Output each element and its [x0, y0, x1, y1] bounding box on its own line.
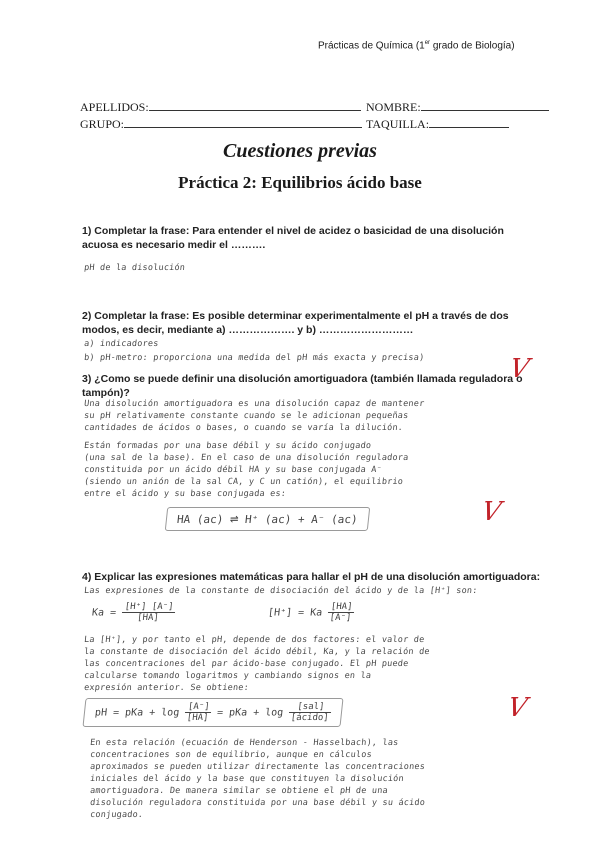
grupo-line[interactable] [124, 117, 362, 128]
answer-4-final-7: conjugado. [89, 810, 144, 820]
course-prefix: Prácticas de Química (1 [318, 40, 425, 52]
answer-1: pH de la disolución [83, 263, 186, 273]
question-3: 3) ¿Como se puede definir una disolución amortiguadora (también llamada reguladora o tampón)? [82, 373, 523, 399]
answer-3-line-8: entre el ácido y su base conjugada es: [83, 489, 287, 499]
ka-fraction [121, 602, 176, 623]
answer-4-mid-4: calcularse tomando logaritmos y cambiando signos en la [83, 671, 372, 681]
equilibrium-equation [165, 507, 370, 531]
h-numerator: [HA] [328, 602, 355, 613]
answer-4-mid-1: La [H⁺], y por tanto el pH, depende de dos factores: el valor de [83, 635, 425, 645]
grupo-field[interactable] [80, 117, 362, 132]
course-sup: er [424, 40, 431, 46]
question-1: 1) Completar la frase: Para entender el nivel de acidez o basicidad de una disolución acuosa es necesario medir el ………. [82, 225, 504, 251]
cuestiones-title: Cuestiones previas [223, 140, 377, 162]
ph-lhs: pH = pKa + log [94, 707, 180, 719]
ph-denominator-2: [ácido] [290, 713, 330, 723]
answer-4-final-4: iniciales del ácido y la base que constituyen la disolución [89, 774, 405, 784]
nombre-line[interactable] [421, 100, 549, 111]
answer-3-line-7: (siendo un anión de la sal CA, y C un catión), el equilibrio [83, 477, 404, 487]
answer-4-final-3: aproximados se pueden utilizar directamente las concentraciones [89, 762, 426, 772]
question-4: 4) Explicar las expresiones matemáticas para hallar el pH de una disolución amortiguadora: [82, 571, 541, 583]
answer-3-line-5: (una sal de la base). En el caso de una disolución reguladora [83, 453, 409, 463]
answer-4-final-5: amortiguadora. De manera similar se obtiene el pH de una [89, 786, 389, 796]
grupo-label: GRUPO: [80, 117, 125, 131]
answer-4-mid-5: expresión anterior. Se obtiene: [83, 683, 250, 693]
ka-denominator: [HA] [136, 613, 160, 623]
answer-3-line-1: Una disolución amortiguadora es una disolución capaz de mantener [83, 399, 425, 409]
answer-4-mid-2: la constante de disociación del ácido débil, Ka, y la relación de [83, 647, 431, 657]
apellidos-line[interactable] [149, 100, 361, 111]
ph-fraction-2 [288, 702, 332, 723]
ka-expression [91, 602, 176, 623]
ka-numerator: [H⁺] [A⁻] [122, 602, 176, 613]
equilibrium-arrow-icon: ⇌ [229, 511, 240, 527]
apellidos-label: APELLIDOS: [80, 100, 149, 114]
answer-4-final-1: En esta relación (ecuación de Henderson - Hasselbach), las [89, 738, 399, 748]
answer-2b: b) pH-metro: proporciona una medida del pH más exacta y precisa) [83, 353, 425, 363]
ph-numerator-2: [sal] [289, 702, 332, 713]
taquilla-field[interactable] [366, 117, 509, 132]
nombre-field[interactable] [366, 100, 549, 115]
answer-2a: a) indicadores [83, 339, 160, 349]
answer-4-final-2: concentraciones son de equilibrio, aunque en cálculos [89, 750, 373, 760]
equation-left: HA (ac) [176, 513, 224, 526]
ph-mid: = pKa + log [216, 707, 284, 719]
answer-3-line-4: Están formadas por una base débil y su ácido conjugado [83, 441, 372, 451]
answer-3-line-6: constituida por un ácido débil HA y su base conjugada A⁻ [83, 465, 383, 475]
ph-numerator-1: [A⁻] [185, 702, 212, 713]
check-mark-3: V [479, 497, 504, 527]
question-2: 2) Completar la frase: Es posible determinar experimentalmente el pH a través de dos modos, es decir, mediante a) ………………. y b) ……………………… [82, 310, 509, 336]
check-mark-4: V [505, 693, 530, 723]
taquilla-line[interactable] [429, 117, 509, 128]
answer-3-line-3: cantidades de ácidos o bases, o cuando se varía la dilución. [83, 423, 404, 433]
course-header [318, 40, 515, 51]
answer-4-mid-3: las concentraciones del par ácido-base conjugado. El pH puede [83, 659, 409, 669]
henderson-equation [82, 698, 343, 727]
course-suffix: grado de Biología) [430, 40, 515, 52]
h-fraction [327, 602, 355, 623]
ka-lhs: Ka = [91, 607, 117, 619]
ph-fraction-1 [184, 702, 212, 723]
nombre-label: NOMBRE: [366, 100, 421, 114]
h-denominator: [A⁻] [329, 613, 352, 623]
h-expression [267, 602, 355, 623]
answer-3-line-2: su pH relativamente constante cuando se le adicionan pequeñas [83, 411, 409, 421]
answer-4-final-6: disolución reguladora constituida por una base débil y su ácido [89, 798, 426, 808]
answer-4-intro: Las expresiones de la constante de disociación del ácido y de la [H⁺] son: [83, 586, 479, 596]
taquilla-label: TAQUILLA: [366, 117, 430, 131]
equation-right: H⁺ (ac) + A⁻ (ac) [244, 513, 359, 526]
h-lhs: [H⁺] = Ka [267, 607, 323, 619]
ph-denominator-1: [HA] [186, 713, 209, 723]
check-mark-2: V [507, 354, 532, 384]
practica-title: Práctica 2: Equilibrios ácido base [178, 173, 422, 192]
apellidos-field[interactable] [80, 100, 361, 115]
